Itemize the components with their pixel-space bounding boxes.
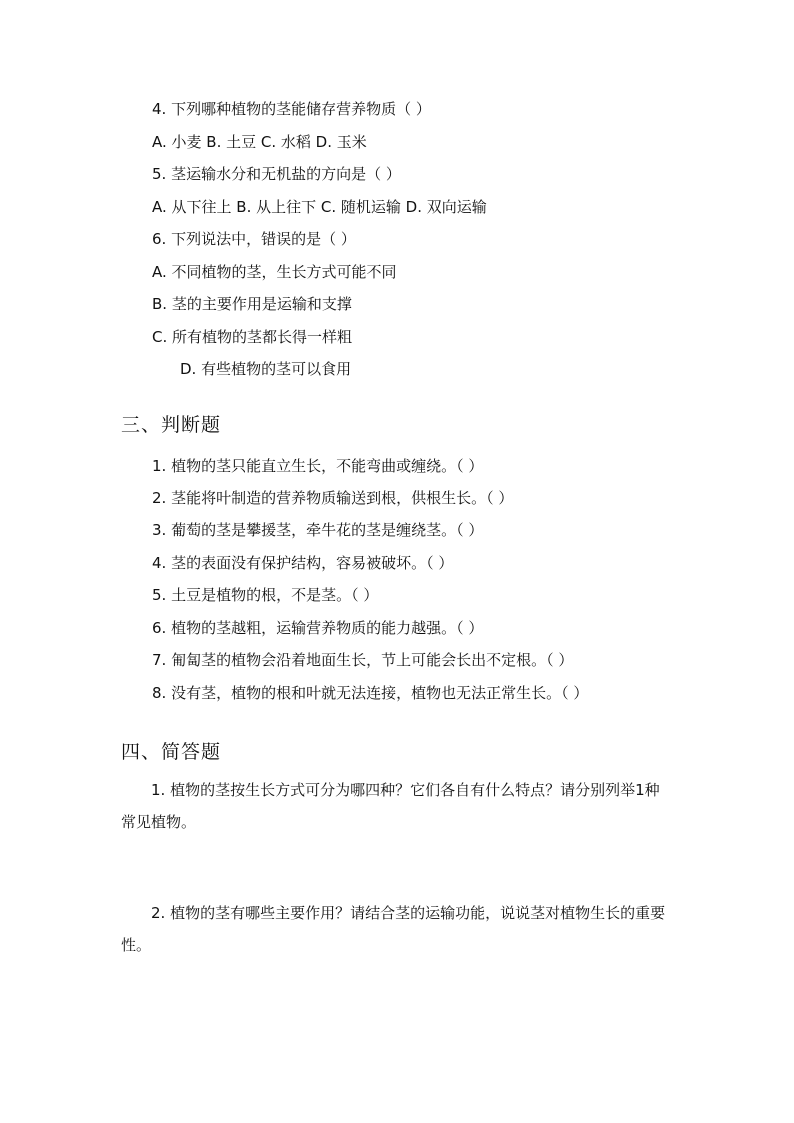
short-answer-question-2: 2. 植物的茎有哪些主要作用？请结合茎的运输功能，说说茎对植物生长的重要性。 [121,904,666,954]
judge-item: 3. 葡萄的茎是攀援茎，牵牛花的茎是缠绕茎。（ ） [152,521,484,539]
section-title-judge: 三、判断题 [121,414,222,436]
judge-item: 4. 茎的表面没有保护结构，容易被破坏。（ ） [152,554,454,572]
question-4-options: A. 小麦 B. 土豆 C. 水稻 D. 玉米 [152,133,367,151]
judge-item: 6. 植物的茎越粗，运输营养物质的能力越强。（ ） [152,619,484,637]
short-answer-question-1: 1. 植物的茎按生长方式可分为哪四种？它们各自有什么特点？请分别列举1种常见植物。 [121,781,660,831]
question-6-option-c: C. 所有植物的茎都长得一样粗 [152,328,353,346]
judge-item: 5. 土豆是植物的根，不是茎。（ ） [152,586,379,604]
judge-item: 8. 没有茎，植物的根和叶就无法连接，植物也无法正常生长。（ ） [152,684,589,702]
judge-item: 2. 茎能将叶制造的营养物质输送到根，供根生长。（ ） [152,489,514,507]
question-4: 4. 下列哪种植物的茎能储存营养物质（ ） [152,100,431,118]
question-5: 5. 茎运输水分和无机盐的方向是（ ） [152,165,401,183]
judge-item: 1. 植物的茎只能直立生长，不能弯曲或缠绕。（ ） [152,457,484,475]
question-6-option-a: A. 不同植物的茎，生长方式可能不同 [152,263,397,281]
section-title-short-answer: 四、简答题 [121,741,222,763]
question-5-options: A. 从下往上 B. 从上往下 C. 随机运输 D. 双向运输 [152,198,487,216]
question-6-option-d: D. 有些植物的茎可以食用 [180,360,352,378]
judge-item: 7. 匍匐茎的植物会沿着地面生长，节上可能会长出不定根。（ ） [152,651,574,669]
question-6-option-b: B. 茎的主要作用是运输和支撑 [152,295,352,313]
question-6: 6. 下列说法中，错误的是（ ） [152,230,356,248]
